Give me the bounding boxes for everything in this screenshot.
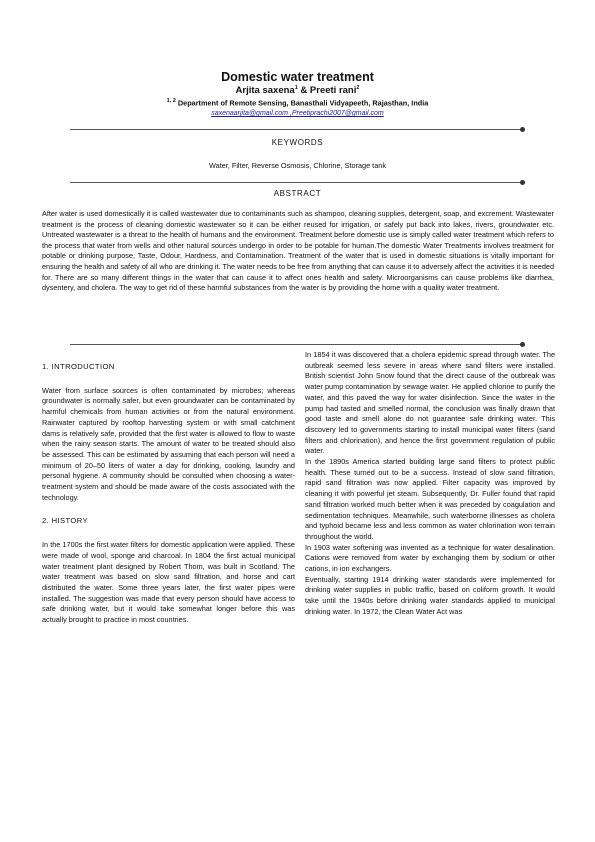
history-paragraph-4: In 1903 water softening was invented as a technique for water desalination. Cations were removed from water by exchanging them by sodium or other cations, in ion exchangers.: [305, 542, 555, 574]
right-column: [305, 350, 555, 618]
history-heading: 2. HISTORY: [42, 516, 88, 526]
introduction-heading: 1. INTRODUCTION: [42, 362, 115, 371]
paper-title: Domestic water treatment: [221, 70, 374, 84]
divider-rule: [70, 182, 522, 183]
author-1-superscript: 1: [294, 85, 298, 91]
left-column: [42, 362, 295, 626]
history-paragraph-5: Eventually, starting 1914 drinking water standards were implemented for drinking water supplies in public traffic, based on coliform growth. It would take until the 1940s before drinking water standards applied to municipal drinking water. In 1972, the Clean Water Act was: [305, 574, 555, 616]
author-emails[interactable]: saxenaarjita@gmail.com ,Preetiprachi2007@gmail.com: [211, 110, 384, 117]
history-paragraph-3: In the 1890s America started building large sand filters to protect public health. These turned out to be a success. Instead of slow sand filtration, rapid sand filtration was now applied. Filter capacity was improved by cleaning it with powerful jet steam. Subsequently, Dr. Fuller found that rapid sand filtration worked much better when it was preceded by coagulation and sedimentation techniques. Meanwhile, such waterborne illnesses as cholera and typhoid became less and less common as water chlorination won terrain throughout the world.: [305, 457, 555, 541]
history-paragraph-1: In the 1700s the first water filters for domestic application were applied. These were made of wool, sponge and charcoal. In 1804 the first actual municipal water treatment plant designed by Robert Thom, was built in Scotland. The water treatment was based on slow sand filtration, and horse and cart distributed the water. Some three years later, the first water pipes were installed. The suggestion was made that every person should have access to safe drinking water, but it would take somewhat longer before this was actually brought to practice in most countries.: [42, 540, 295, 625]
divider-rule: [70, 129, 522, 130]
abstract-heading: ABSTRACT: [273, 189, 322, 198]
affiliation-superscript: 1, 2: [166, 98, 176, 104]
author-joiner: &: [297, 85, 310, 97]
keywords-text: Water, Filter, Reverse Osmosis, Chlorine, Storage tank: [209, 161, 386, 170]
author-1: Arjita saxena: [235, 85, 295, 97]
author-line: [0, 85, 595, 96]
author-2: Preeti rani: [309, 85, 357, 97]
abstract-body: After water is used domestically it is called wastewater due to contaminants such as shampoo, cleaning supplies, detergent, soap, and excrement. Wastewater treatment is the process of cleaning domestic wastewater so it can be either reused for irrigation, or safely put back into lakes, rivers, groundwater etc. Untreated wastewater is a threat to the health of humans and the environment. Treatment before domestic use is simply called water treatment which refers to the process that water from wells and other natural sources undergo in order to be potable for human.The domestic Water Treatments involves treatment for potable or drinking purpose, Taste, Odour, Hardness, and Contamination. Treatment of the water that is used in domestic situations is vitally important for ensuring the health and safety of all who are drinking it. The water needs to be free from anything that can cause it to adversely affect the activities it is needed for. There are so many different things in the water that can cause it to affect ones health and safety. Microorganisms can cause problems like diarrhea, dysentery, and cholera. The way to get rid of these harmful substances from the water is by providing the home with a quality water treatment.: [42, 209, 554, 293]
affiliation-text: Department of Remote Sensing, Banasthali Vidyapeeth, Rajasthan, India: [177, 98, 429, 108]
keywords-heading: KEYWORDS: [271, 138, 324, 147]
affiliation: [0, 98, 595, 107]
divider-rule: [70, 344, 522, 345]
introduction-paragraph: Water from surface sources is often contaminated by microbes; whereas groundwater is normally safer, but even groundwater can be contaminated by harmful chemicals from human activities or from the natural environment. Rainwater captured by rooftop harvesting system or with small catchment dams is relatively safe, provided that the first water is allowed to flow to waste when the rainy season starts. The amount of water to be treated should also be assessed. This can be estimated by assuming that each person will need a minimum of 20–50 liters of water a day for drinking, cooking, laundry and personal hygiene. A community should be consulted when choosing a water-treatment system and should be made aware of the costs associated with the technology.: [42, 385, 295, 502]
author-2-superscript: 2: [356, 85, 360, 91]
history-paragraph-2: In 1854 it was discovered that a cholera epidemic spread through water. The outbreak seemed less severe in areas where sand filters were installed. British scientist John Snow found that the direct cause of the outbreak was water pump contamination by sewage water. He applied chlorine to purify the water, and this paved the way for water disinfection. Since the water in the pump had tasted and smelled normal, the conclusion was finally drawn that good taste and smell alone do not guarantee safe drinking water. This discovery led to governments starting to install municipal water filters (sand filters and chlorination), and hence the first government regulation of public water.: [305, 350, 555, 456]
